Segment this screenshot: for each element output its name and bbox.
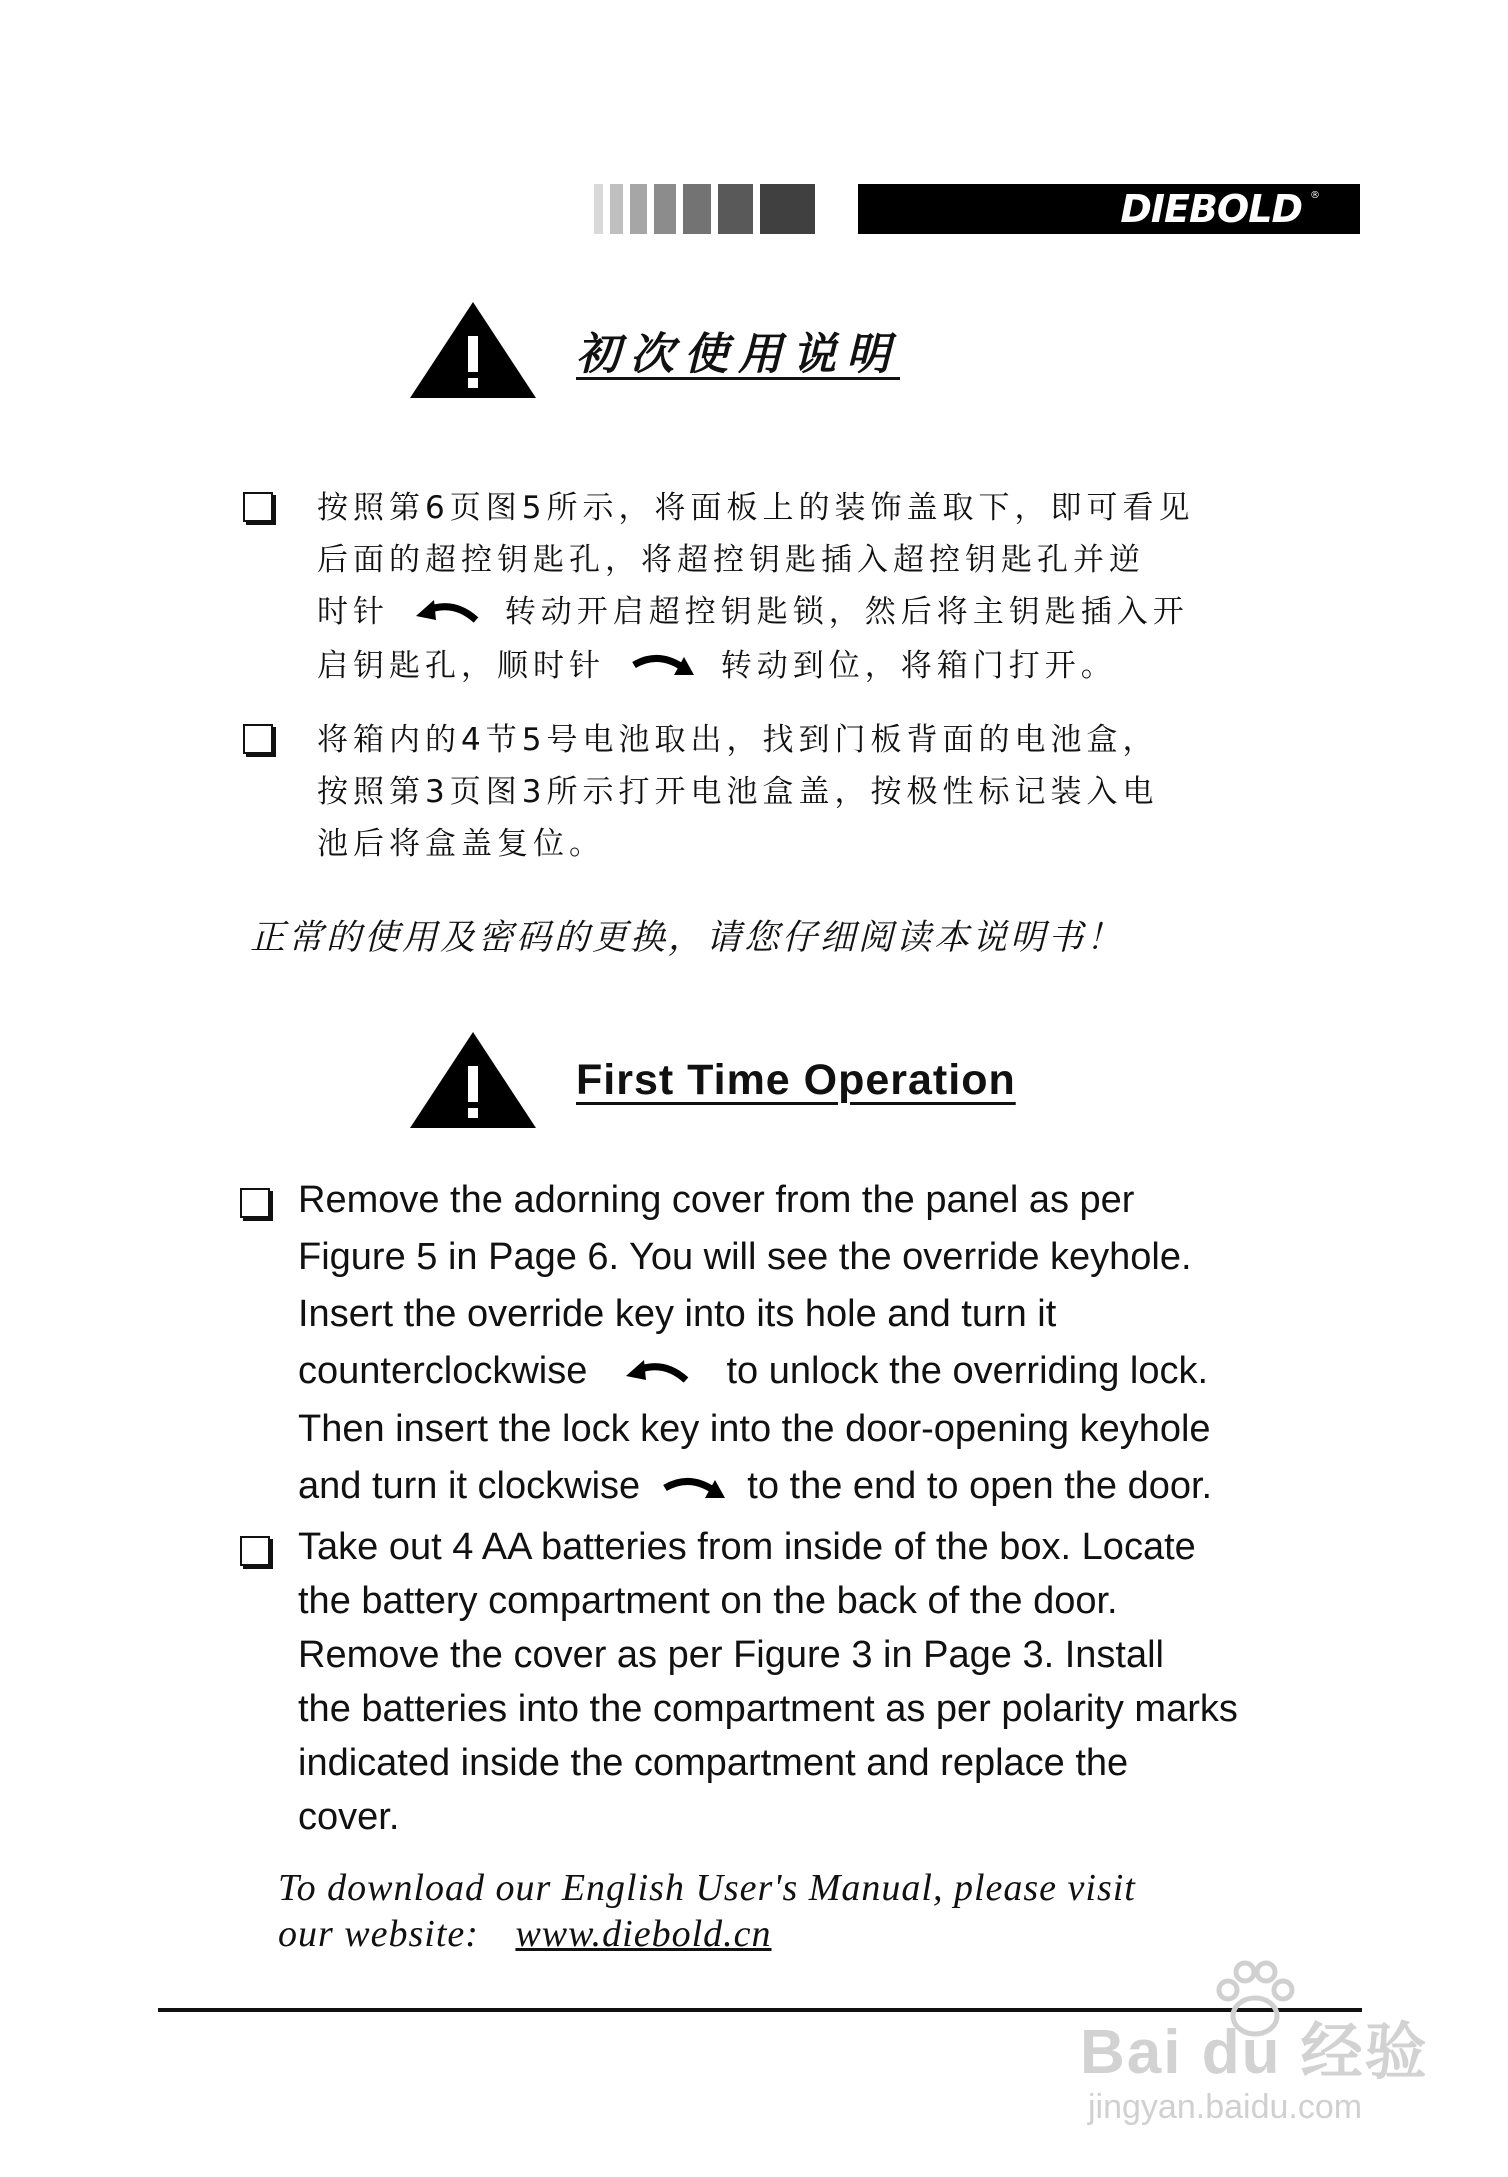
website-link[interactable]: www.diebold.cn <box>515 1913 772 1955</box>
stripe <box>718 184 753 234</box>
text-segment: 转动到位，将箱门打开。 <box>720 647 1117 684</box>
en-heading <box>408 1030 1016 1130</box>
checkbox-icon <box>243 724 273 754</box>
website-prefix: our website: <box>278 1913 479 1955</box>
text-line: Insert the override key into its hole and turn it <box>298 1293 1057 1335</box>
text-segment: to unlock the overriding lock. <box>726 1350 1209 1392</box>
text-line: the battery compartment on the back of the door. <box>298 1580 1118 1622</box>
cn-title: 初次使用说明 <box>576 329 900 380</box>
download-line-1: To download our English User's Manual, please visit <box>278 1867 1136 1909</box>
stripe <box>654 184 676 234</box>
stripe <box>594 184 603 234</box>
text-segment: and turn it clockwise <box>298 1465 641 1508</box>
watermark-brand: Bai du 经验 <box>1080 2018 1429 2087</box>
en-paragraph <box>298 1520 1298 1844</box>
warning-icon <box>408 300 538 400</box>
cn-bullet-1 <box>243 482 1197 693</box>
checkbox-icon <box>240 1536 270 1566</box>
checkbox-icon <box>240 1188 270 1218</box>
text-line <box>317 586 1197 640</box>
text-line: Remove the adorning cover from the panel as per <box>298 1179 1135 1221</box>
clockwise-arrow-icon <box>630 641 696 693</box>
diebold-logo: DIEBOLD <box>1120 187 1302 231</box>
cn-heading <box>408 300 900 400</box>
text-line: 池后将盒盖复位。 <box>317 826 605 862</box>
stripe <box>630 184 647 234</box>
en-paragraph <box>298 1172 1298 1517</box>
text-segment: to the end to open the door. <box>747 1465 1213 1508</box>
cn-paragraph <box>317 482 1197 693</box>
text-line: Take out 4 AA batteries from inside of the box. Locate <box>298 1526 1196 1568</box>
text-segment: 时针 <box>317 594 389 630</box>
stripe <box>683 184 711 234</box>
cn-reading-note: 正常的使用及密码的更换，请您仔细阅读本说明书！ <box>250 918 1125 958</box>
text-line <box>298 1458 1298 1516</box>
text-line: Then insert the lock key into the door-opening keyhole <box>298 1408 1211 1451</box>
header-band <box>594 184 1360 234</box>
counterclockwise-arrow-icon <box>414 588 480 640</box>
text-line <box>317 640 1197 694</box>
en-title: First Time Operation <box>576 1055 1016 1104</box>
text-line: indicated inside the compartment and replace the <box>298 1742 1129 1784</box>
watermark-url: jingyan.baidu.com <box>1088 2088 1363 2126</box>
text-line: 按照第6页图5所示，将面板上的装饰盖取下，即可看见 <box>317 490 1195 526</box>
stripe <box>760 184 815 234</box>
registered-mark: ® <box>1310 190 1320 201</box>
en-bullet-1 <box>240 1172 1298 1517</box>
text-segment: counterclockwise <box>298 1350 588 1392</box>
download-note <box>278 1865 1136 1957</box>
stripe <box>610 184 623 234</box>
text-line: Remove the cover as per Figure 3 in Page 3. Install <box>298 1634 1165 1676</box>
text-line: the batteries into the compartment as per polarity marks <box>298 1688 1238 1730</box>
text-segment: 启钥匙孔，顺时针 <box>317 647 605 684</box>
clockwise-arrow-icon <box>661 1460 727 1517</box>
en-bullet-2 <box>240 1520 1298 1844</box>
logo-bar <box>858 184 1360 234</box>
text-segment: 转动开启超控钥匙锁，然后将主钥匙插入开 <box>504 594 1189 630</box>
checkbox-icon <box>243 492 273 522</box>
text-line: 按照第3页图3所示打开电池盒盖，按极性标记装入电 <box>317 774 1159 810</box>
text-line: 将箱内的4节5号电池取出，找到门板背面的电池盒， <box>317 722 1159 758</box>
header-stripes <box>594 184 822 234</box>
cn-bullet-2 <box>243 714 1197 870</box>
download-line-2 <box>278 1911 1136 1957</box>
text-line: Figure 5 in Page 6. You will see the override keyhole. <box>298 1236 1192 1278</box>
warning-icon <box>408 1030 538 1130</box>
text-line: 后面的超控钥匙孔，将超控钥匙插入超控钥匙孔并逆 <box>317 542 1145 578</box>
text-line <box>298 1343 1298 1401</box>
counterclockwise-arrow-icon <box>624 1344 690 1401</box>
baidu-watermark <box>1080 1960 1460 2160</box>
text-line: cover. <box>298 1796 400 1838</box>
cn-paragraph <box>317 714 1197 870</box>
